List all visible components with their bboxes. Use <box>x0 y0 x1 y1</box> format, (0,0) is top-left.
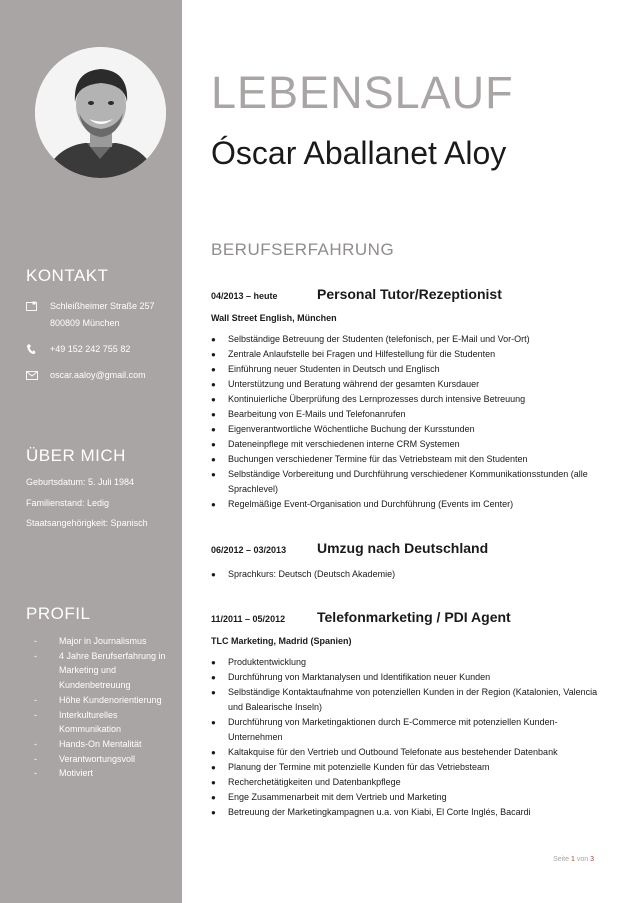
profile-item: - Motiviert <box>34 768 94 779</box>
bullet-item: ● Sprachkurs: Deutsch (Deutsch Akademie) <box>211 569 396 579</box>
address-line-2: 800809 München <box>50 318 120 328</box>
portrait-image <box>35 47 166 178</box>
bullet-item: ● Betreuung der Marketingkampagnen u.a. von Kiabi, El Corte Inglés, Bacardi <box>211 807 531 817</box>
email-address[interactable]: oscar.aaloy@gmail.com <box>50 370 146 380</box>
bullet-item: ● Kaltakquise für den Vertrieb und Outbound Telefonate aus bestehender Datenbank <box>211 747 558 757</box>
job-bullets <box>211 332 606 512</box>
bullet-item: ● Selbständige Vorbereitung und Durchführung verschiedener Kommunikationsstunden (alle Sprachlevel) <box>211 469 588 494</box>
about-heading: ÜBER MICH <box>26 446 126 465</box>
nationality: Staatsangehörigkeit: Spanisch <box>26 518 148 528</box>
profile-heading: PROFIL <box>26 604 91 623</box>
bullet-item: ● Durchführung von Marktanalysen und Identifikation neuer Kunden <box>211 672 491 682</box>
job-entry <box>211 540 606 582</box>
job-date: 04/2013 – heute <box>211 291 278 301</box>
phone-icon <box>26 341 50 361</box>
job-bullets <box>211 655 606 820</box>
job-bullets <box>211 567 606 582</box>
bullet-item: ● Dateneinpflege mit verschiedenen interne CRM Systemen <box>211 439 460 449</box>
bullet-item: ● Planung der Termine mit potenzielle Kunden für das Vetriebsteam <box>211 762 490 772</box>
sidebar <box>0 0 182 903</box>
bullet-item: ● Durchführung von Marketingaktionen durch E-Commerce mit potenziellen Kunden-Unternehmen <box>211 717 558 742</box>
bullet-item: ● Buchungen verschiedener Termine für das Vetriebsteam mit den Studenten <box>211 454 528 464</box>
contact-address <box>26 298 176 332</box>
bullet-item: ● Einführung neuer Studenten in Deutsch und Englisch <box>211 364 440 374</box>
job-entry <box>211 286 606 512</box>
birth-date: Geburtsdatum: 5. Juli 1984 <box>26 477 135 487</box>
profile-list <box>34 634 179 781</box>
bullet-item: ● Produktentwicklung <box>211 657 307 667</box>
home-icon <box>26 298 50 332</box>
job-date: 11/2011 – 05/2012 <box>211 614 286 624</box>
profile-item: - Hands-On Mentalität <box>34 738 142 749</box>
profile-item: - Verantwortungsvoll <box>34 753 136 764</box>
person-name: Óscar Aballanet Aloy <box>211 135 507 171</box>
phone-number[interactable]: +49 152 242 755 82 <box>50 344 131 354</box>
job-company: TLC Marketing, Madrid (Spanien) <box>211 636 352 646</box>
bullet-item: ● Kontinuierliche Überprüfung des Lernprozesses durch intensive Betreuung <box>211 394 526 404</box>
bullet-item: ● Selbständige Kontaktaufnahme von potenziellen Kunden in der Region (Katalonien, Valencia und Balearische Inseln) <box>211 687 598 712</box>
bullet-item: ● Eigenverantwortliche Wöchentliche Buchung der Kursstunden <box>211 424 475 434</box>
marital-status: Familienstand: Ledig <box>26 498 110 508</box>
profile-photo <box>35 47 166 178</box>
profile-item: - 4 Jahre Berufserfahrung in Marketing und Kundenbetreuung <box>34 650 166 691</box>
job-title: Umzug nach Deutschland <box>317 540 489 556</box>
address-line-1: Schleißheimer Straße 257 <box>50 301 155 311</box>
bullet-item: ● Regelmäßige Event-Organisation und Durchführung (Events im Center) <box>211 499 514 509</box>
document-title: LEBENSLAUF <box>211 67 514 118</box>
bullet-item: ● Unterstützung und Beratung während der gesamten Kursdauer <box>211 379 480 389</box>
bullet-item: ● Zentrale Anlaufstelle bei Fragen und Hilfestellung für die Studenten <box>211 349 496 359</box>
job-company: Wall Street English, München <box>211 313 337 323</box>
contact-heading: KONTAKT <box>26 266 109 285</box>
job-title: Personal Tutor/Rezeptionist <box>317 286 502 302</box>
bullet-item: ● Enge Zusammenarbeit mit dem Vertrieb und Marketing <box>211 792 447 802</box>
job-date: 06/2012 – 03/2013 <box>211 545 287 555</box>
job-entry <box>211 609 606 820</box>
profile-item: - Höhe Kundenorientierung <box>34 694 162 705</box>
profile-item: - Interkulturelles Kommunikation <box>34 709 122 735</box>
bullet-item: ● Recherchetätigkeiten und Datenbankpflege <box>211 777 401 787</box>
bullet-item: ● Bearbeitung von E-Mails und Telefonanrufen <box>211 409 406 419</box>
experience-heading: BERUFSERFAHRUNG <box>211 240 395 259</box>
job-title: Telefonmarketing / PDI Agent <box>317 609 511 625</box>
envelope-icon <box>26 367 50 386</box>
page-number: Seite 1 von 3 <box>553 856 594 863</box>
contact-email <box>26 367 176 386</box>
profile-item: - Major in Journalismus <box>34 636 147 646</box>
contact-phone <box>26 341 176 361</box>
bullet-item: ● Selbständige Betreuung der Studenten (telefonisch, per E-Mail und Vor-Ort) <box>211 334 530 344</box>
